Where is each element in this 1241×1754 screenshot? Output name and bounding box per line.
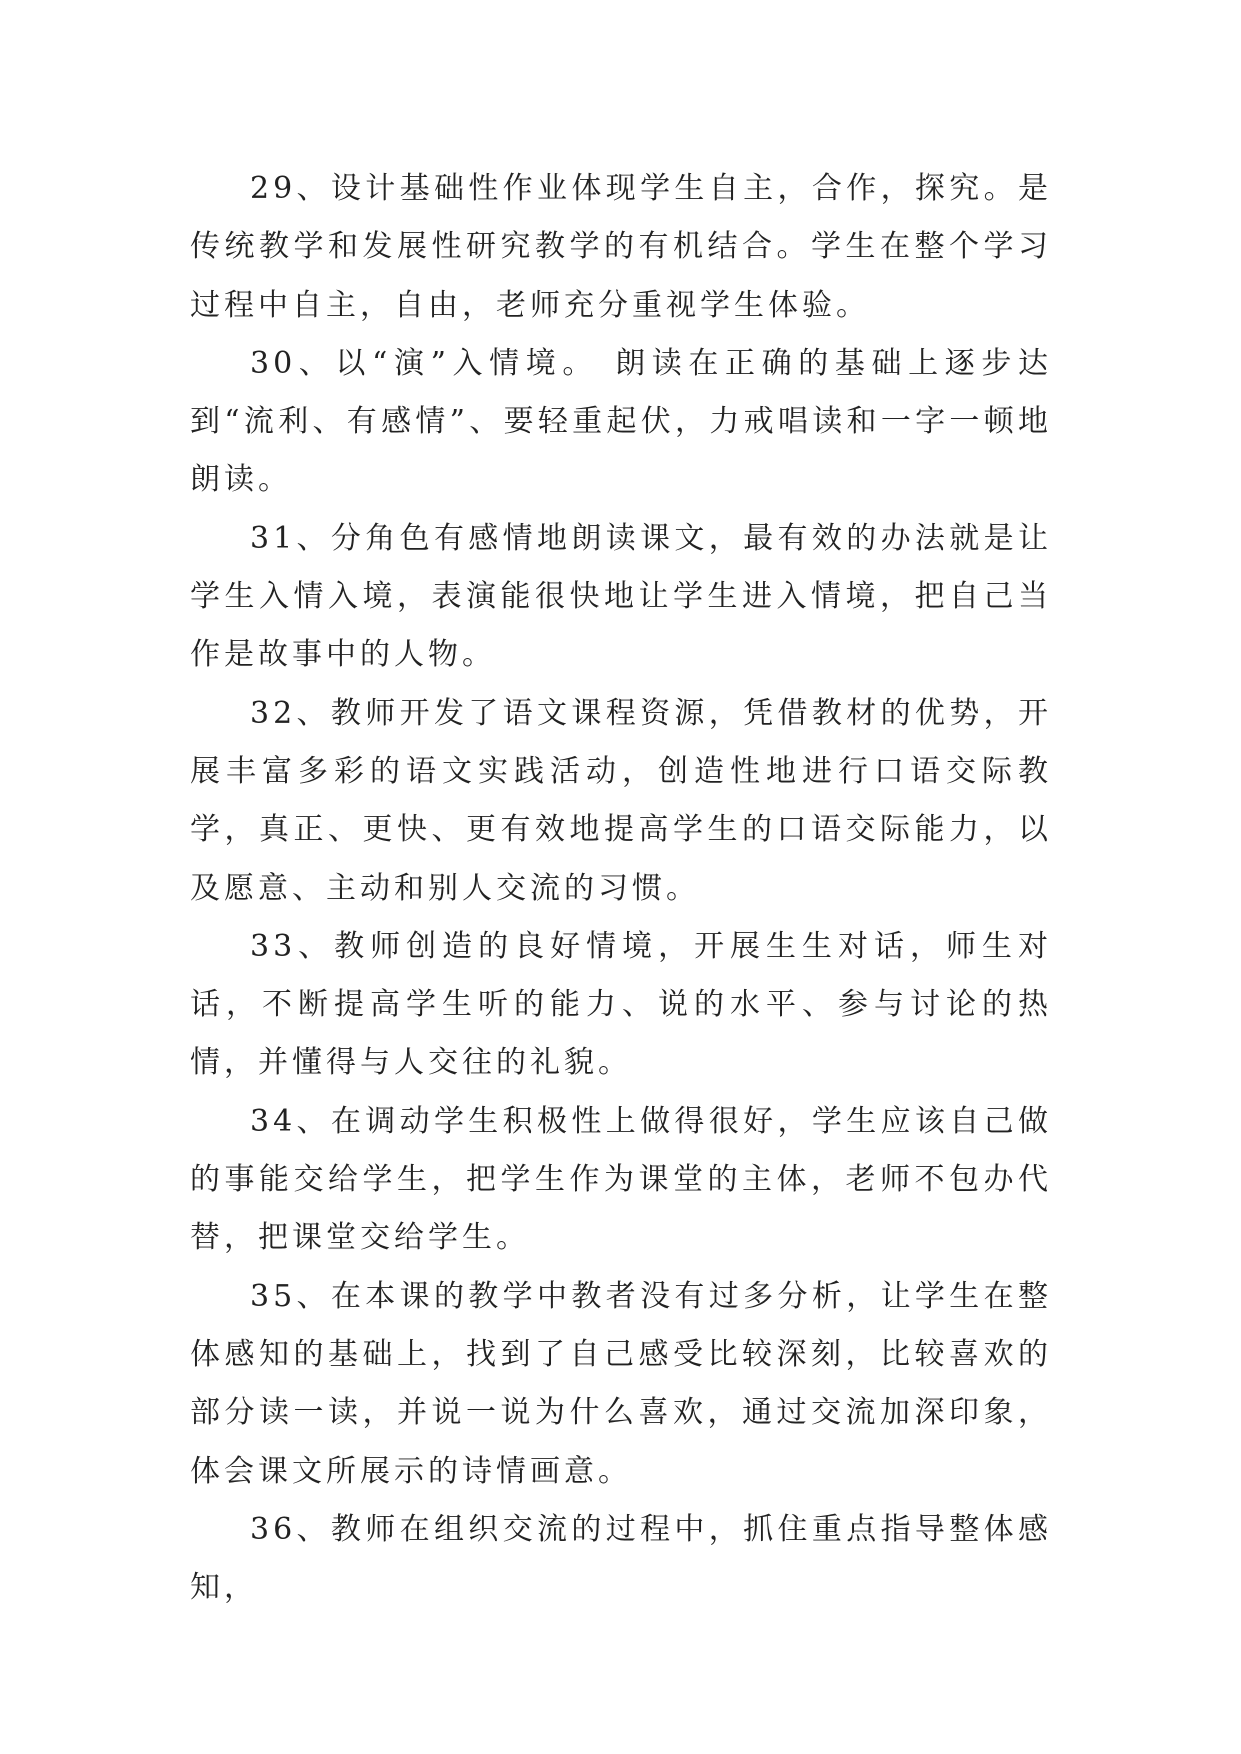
paragraph-36: 36、教师在组织交流的过程中，抓住重点指导整体感知， [190, 1511, 1052, 1606]
paragraph-35: 35、在本课的教学中教者没有过多分析，让学生在整体感知的基础上，找到了自己感受比较深刻，比较喜欢的部分读一读，并说一说为什么喜欢，通过交流加深印象，体会课文所展示的诗情画意。 [190, 1278, 1052, 1489]
paragraph-32: 32、教师开发了语文课程资源，凭借教材的优势，开展丰富多彩的语文实践活动，创造性地进行口语交际教学，真正、更快、更有效地提高学生的口语交际能力，以及愿意、主动和别人交流的习惯。 [190, 695, 1052, 906]
document-body [190, 160, 1052, 1617]
paragraph-33: 33、教师创造的良好情境，开展生生对话，师生对话，不断提高学生听的能力、说的水平、参与讨论的热情，并懂得与人交往的礼貌。 [190, 928, 1052, 1081]
paragraph-29: 29、设计基础性作业体现学生自主，合作，探究。是传统教学和发展性研究教学的有机结合。学生在整个学习过程中自主，自由，老师充分重视学生体验。 [190, 171, 1052, 323]
paragraph-31: 31、分角色有感情地朗读课文，最有效的办法就是让学生入情入境，表演能很快地让学生进入情境，把自己当作是故事中的人物。 [190, 520, 1052, 673]
paragraph-34: 34、在调动学生积极性上做得很好，学生应该自己做的事能交给学生，把学生作为课堂的主体，老师不包办代替，把课堂交给学生。 [190, 1103, 1052, 1256]
paragraph-30: 30、以“演”入情境。 朗读在正确的基础上逐步达到“流利、有感情”、要轻重起伏，力戒唱读和一字一顿地朗读。 [190, 345, 1052, 498]
